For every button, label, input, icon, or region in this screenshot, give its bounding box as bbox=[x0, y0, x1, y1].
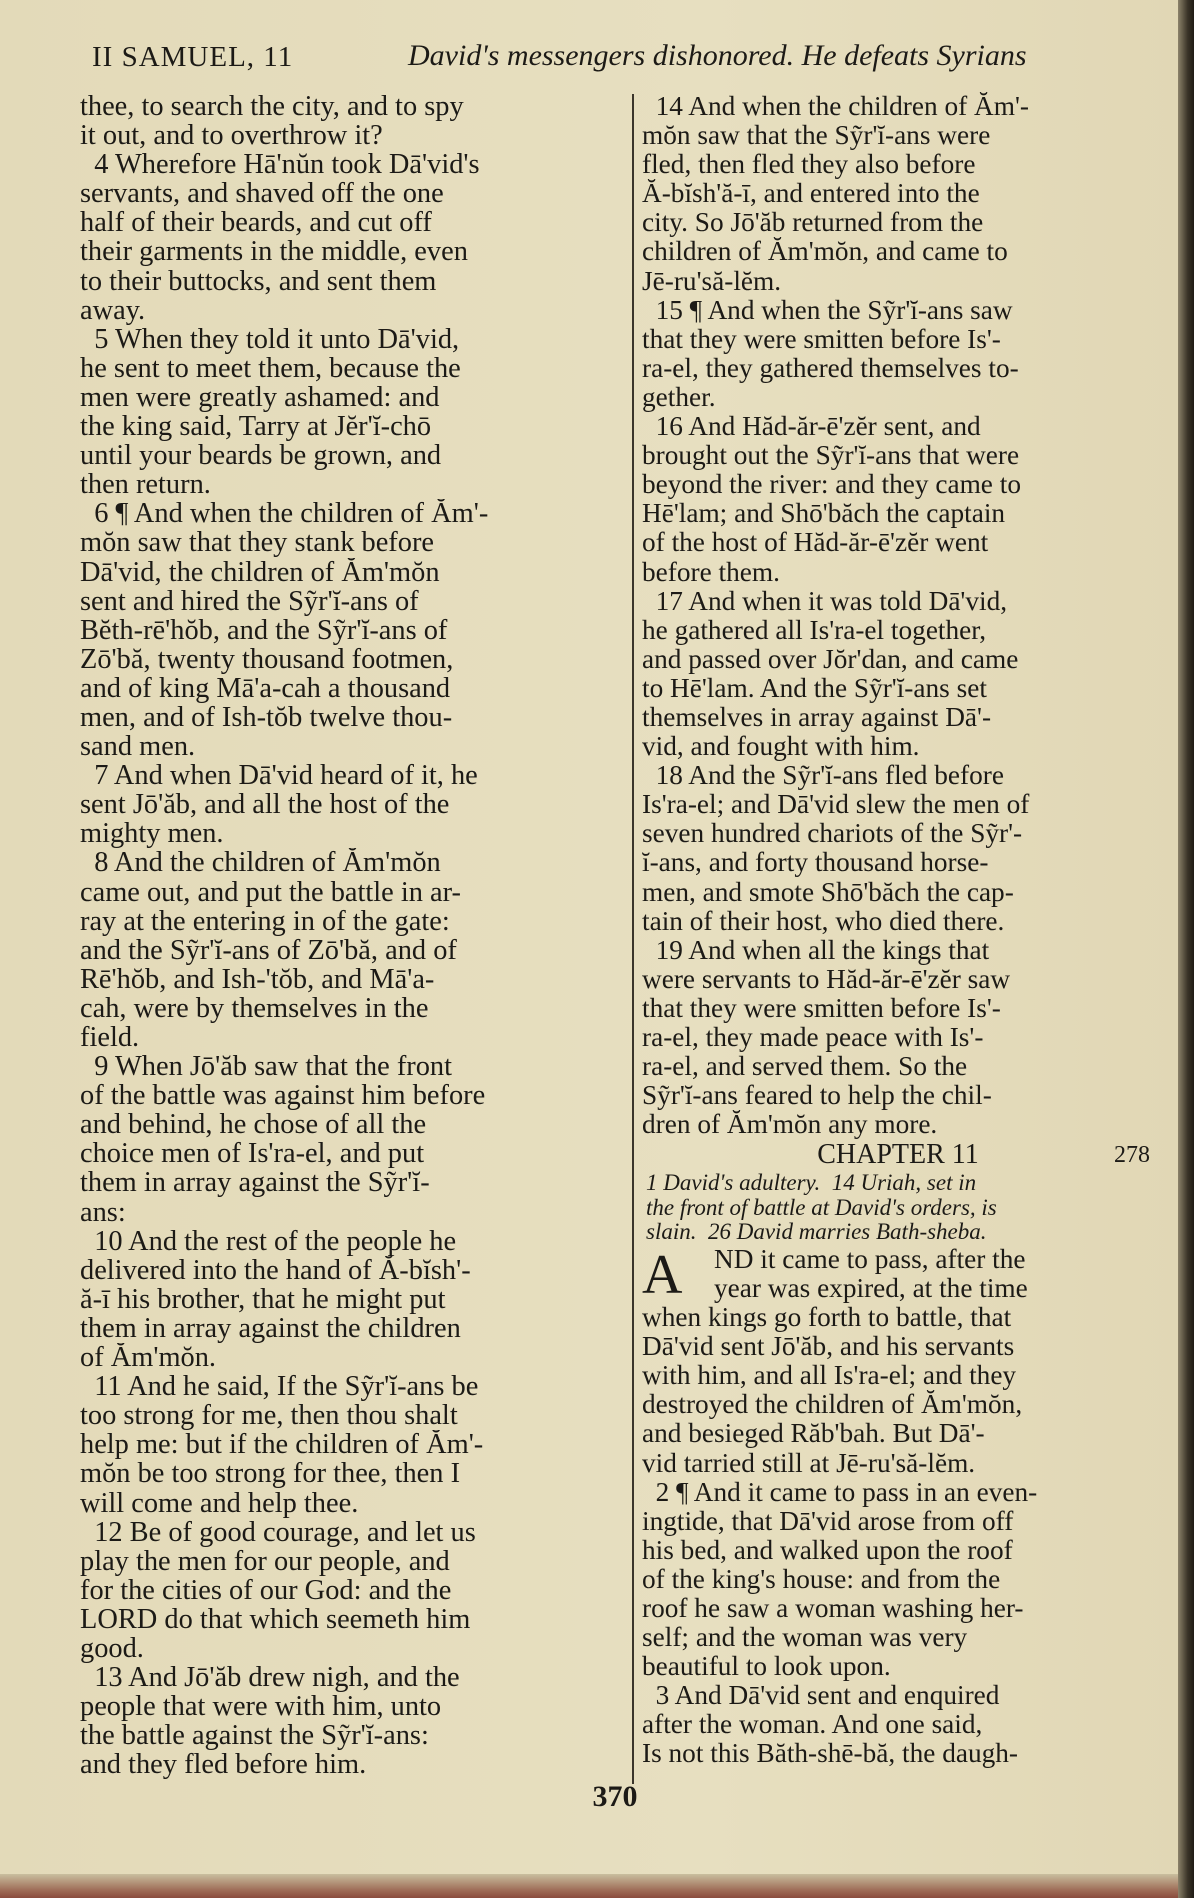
chapter-summary bbox=[642, 1171, 1154, 1245]
text-line: ans: bbox=[80, 1197, 126, 1227]
text-line: it out, and to overthrow it? bbox=[80, 121, 383, 151]
text-line: 12 Be of good courage, and let us bbox=[80, 1517, 476, 1547]
text-line: of the king's house: and from the bbox=[642, 1564, 1001, 1594]
page-bottom-edge bbox=[0, 1874, 1178, 1898]
text-line: gether. bbox=[642, 382, 716, 412]
text-line: to Hē'lam. And the Sỹr'ĭ-ans set bbox=[642, 673, 987, 703]
text-line: dren of Ăm'mŏn any more. bbox=[642, 1110, 938, 1140]
text-line: 3 And Dā'vid sent and enquired bbox=[642, 1681, 1000, 1711]
text-line: mŏn be too strong for thee, then I bbox=[80, 1459, 461, 1489]
book-chapter-heading: II SAMUEL, 11 bbox=[92, 41, 294, 73]
text-line: thee, to search the city, and to spy bbox=[80, 92, 464, 122]
text-line: for the cities of our God: and the bbox=[80, 1575, 452, 1605]
text-line: 2 ¶ And it came to pass in an even- bbox=[642, 1477, 1038, 1507]
text-line: themselves in array against Dā'- bbox=[642, 702, 992, 732]
text-line: Is not this Băth-shē-bă, the daugh- bbox=[642, 1739, 1019, 1769]
text-line: ă-ī his brother, that he might put bbox=[80, 1284, 446, 1314]
text-line: until your beards be grown, and bbox=[80, 441, 442, 471]
page-caption: David's messengers dishonored. He defeats Syrians bbox=[408, 39, 1027, 72]
column-divider bbox=[632, 94, 634, 1784]
text-line: he sent to meet them, because the bbox=[80, 353, 461, 383]
text-line: and of king Mā'a-cah a thousand bbox=[80, 673, 451, 703]
text-line: 17 And when it was told Dā'vid, bbox=[642, 586, 1008, 616]
text-line: that they were smitten before Is'- bbox=[642, 993, 1001, 1023]
text-line: their garments in the middle, even bbox=[80, 237, 468, 267]
text-line: sand men. bbox=[80, 732, 196, 762]
text-line: were servants to Hăd-ăr-ē'zĕr saw bbox=[642, 964, 1011, 994]
text-line: men, and of Ish-tŏb twelve thou- bbox=[80, 702, 453, 733]
text-line: vid tarried still at Jē-ru'să-lĕm. bbox=[642, 1448, 976, 1478]
text-line: of the host of Hăd-ăr-ē'zĕr went bbox=[642, 528, 989, 558]
text-line: city. So Jō'ăb returned from the bbox=[642, 208, 984, 238]
text-line: sent Jō'ăb, and all the host of the bbox=[80, 790, 450, 820]
text-line: then return. bbox=[80, 470, 211, 500]
text-line: men were greatly ashamed: and bbox=[80, 382, 440, 413]
text-line: 15 ¶ And when the Sỹr'ĭ-ans saw bbox=[642, 295, 1013, 325]
text-line: Ă-bĭsh'ă-ī, and entered into the bbox=[642, 179, 980, 209]
text-line: Dā'vid sent Jō'ăb, and his servants bbox=[642, 1332, 1015, 1362]
text-line: ray at the entering in of the gate: bbox=[80, 906, 450, 936]
text-line: Zō'bă, twenty thousand footmen, bbox=[80, 644, 454, 674]
text-line: play the men for our people, and bbox=[80, 1546, 450, 1576]
text-line: ra-el, they made peace with Is'- bbox=[642, 1023, 984, 1052]
text-line: them in array against the children bbox=[80, 1313, 461, 1344]
text-line: 14 And when the children of Ăm'- bbox=[642, 92, 1029, 121]
text-line: and they fled before him. bbox=[80, 1750, 367, 1780]
text-line: fled, then fled they also before bbox=[642, 150, 976, 180]
text-line: will come and help thee. bbox=[80, 1488, 359, 1518]
text-line: ra-el, and served them. So the bbox=[642, 1052, 968, 1082]
text-line: year was expired, at the time bbox=[714, 1273, 1028, 1303]
text-line: LORD do that which seemeth him bbox=[80, 1604, 471, 1634]
chapter-opening bbox=[642, 1243, 1154, 1306]
text-line: help me: but if the children of Ăm'- bbox=[80, 1430, 484, 1460]
text-line: 6 ¶ And when the children of Ăm'- bbox=[80, 499, 489, 529]
chapter-title: CHAPTER 11 bbox=[817, 1139, 979, 1171]
text-line: beyond the river: and they came to bbox=[642, 470, 1021, 500]
text-line: children of Ăm'mŏn, and came to bbox=[642, 237, 1008, 267]
text-line: his bed, and walked upon the roof bbox=[642, 1535, 1013, 1565]
text-line: cah, were by themselves in the bbox=[80, 993, 429, 1023]
text-line: 5 When they told it unto Dā'vid, bbox=[80, 324, 460, 354]
right-column-verses-top bbox=[642, 92, 1154, 1139]
text-line: 7 And when Dā'vid heard of it, he bbox=[80, 761, 478, 791]
text-line: and besieged Răb'bah. But Dā'- bbox=[642, 1419, 985, 1449]
text-line: that they were smitten before Is'- bbox=[642, 324, 1001, 354]
text-line: roof he saw a woman washing her- bbox=[642, 1594, 1024, 1623]
text-line: destroyed the children of Ăm'mŏn, bbox=[642, 1390, 1023, 1420]
text-line: half of their beards, and cut off bbox=[80, 208, 432, 238]
text-line: ra-el, they gathered themselves to- bbox=[642, 353, 1019, 383]
chapter-heading bbox=[642, 1139, 1154, 1171]
text-line: 9 When Jō'ăb saw that the front bbox=[80, 1052, 453, 1082]
text-line: mŏn saw that they stank before bbox=[80, 528, 434, 558]
text-line: self; and the woman was very bbox=[642, 1623, 968, 1653]
text-line: Rē'hŏb, and Ish-'tŏb, and Mā'a- bbox=[80, 964, 435, 994]
text-line: the king said, Tarry at Jĕr'ĭ-chō bbox=[80, 412, 432, 442]
text-line: when kings go forth to battle, that bbox=[642, 1303, 1012, 1333]
text-line: and behind, he chose of all the bbox=[80, 1110, 427, 1140]
text-line: to their buttocks, and sent them bbox=[80, 266, 437, 296]
text-line: 4 Wherefore Hā'nŭn took Dā'vid's bbox=[80, 150, 480, 180]
text-line: and the Sỹr'ĭ-ans of Zō'bă, and of bbox=[80, 935, 457, 965]
text-line: 8 And the children of Ăm'mŏn bbox=[80, 848, 441, 878]
text-line: 16 And Hăd-ăr-ē'zĕr sent, and bbox=[642, 412, 981, 442]
text-line: away. bbox=[80, 295, 146, 325]
text-line: too strong for me, then thou shalt bbox=[80, 1401, 458, 1431]
text-line: Is'ra-el; and Dā'vid slew the men of bbox=[642, 790, 1030, 820]
text-line: people that were with him, unto bbox=[80, 1692, 442, 1722]
text-line: mŏn saw that the Sỹr'ĭ-ans were bbox=[642, 121, 991, 151]
text-line: 18 And the Sỹr'ĭ-ans fled before bbox=[642, 761, 1004, 791]
text-line: Dā'vid, the children of Ăm'mŏn bbox=[80, 557, 440, 587]
text-line: them in array against the Sỹr'ĭ- bbox=[80, 1168, 430, 1198]
text-line: after the woman. And one said, bbox=[642, 1710, 983, 1740]
text-line: brought out the Sỹr'ĭ-ans that were bbox=[642, 441, 1020, 471]
opening-lines bbox=[642, 1243, 1154, 1306]
text-line: good. bbox=[80, 1633, 144, 1664]
text-line: field. bbox=[80, 1023, 140, 1053]
text-line: servants, and shaved off the one bbox=[80, 179, 444, 209]
text-line: of Ăm'mŏn. bbox=[80, 1343, 217, 1373]
text-line: the battle against the Sỹr'ĭ-ans: bbox=[80, 1721, 429, 1751]
chapter-ref-number: 278 bbox=[1114, 1142, 1150, 1169]
text-line: Bĕth-rē'hŏb, and the Sỹr'ĭ-ans of bbox=[80, 615, 448, 645]
right-column bbox=[642, 92, 1154, 1769]
left-column bbox=[80, 92, 628, 1779]
text-line: slain. 26 David marries Bath-sheba. bbox=[646, 1219, 987, 1245]
text-line: sent and hired the Sỹr'ĭ-ans of bbox=[80, 586, 419, 616]
text-line: 13 And Jō'ăb drew nigh, and the bbox=[80, 1663, 460, 1693]
text-line: vid, and fought with him. bbox=[642, 732, 920, 762]
right-column-verses-bottom bbox=[642, 1303, 1154, 1769]
text-line: 10 And the rest of the people he bbox=[80, 1226, 457, 1256]
drop-cap: A bbox=[642, 1243, 683, 1306]
text-line: Jē-ru'să-lĕm. bbox=[642, 266, 782, 296]
book-edge-shadow bbox=[1178, 0, 1194, 1898]
running-header bbox=[92, 32, 1152, 80]
text-line: the front of battle at David's orders, is bbox=[646, 1194, 997, 1220]
text-line: ND it came to pass, after the bbox=[714, 1244, 1026, 1274]
text-line: came out, and put the battle in ar- bbox=[80, 877, 461, 907]
text-line: delivered into the hand of Ă-bĭsh'- bbox=[80, 1255, 471, 1285]
text-line: and passed over Jŏr'dan, and came bbox=[642, 644, 1019, 674]
text-line: Sỹr'ĭ-ans feared to help the chil- bbox=[642, 1081, 992, 1111]
text-line: 11 And he said, If the Sỹr'ĭ-ans be bbox=[80, 1372, 479, 1402]
text-line: he gathered all Is'ra-el together, bbox=[642, 615, 987, 645]
text-line: 1 David's adultery. 14 Uriah, set in bbox=[646, 1170, 977, 1196]
text-line: with him, and all Is'ra-el; and they bbox=[642, 1361, 1017, 1391]
text-line: 19 And when all the kings that bbox=[642, 935, 990, 965]
text-line: beautiful to look upon. bbox=[642, 1652, 891, 1682]
text-line: mighty men. bbox=[80, 819, 224, 849]
text-line: ingtide, that Dā'vid arose from off bbox=[642, 1506, 1014, 1536]
text-line: of the battle was against him before bbox=[80, 1081, 486, 1111]
page-number: 370 bbox=[592, 1780, 638, 1813]
text-line: choice men of Is'ra-el, and put bbox=[80, 1139, 425, 1169]
text-line: Hē'lam; and Shō'băch the captain bbox=[642, 499, 1006, 529]
text-line: ĭ-ans, and forty thousand horse- bbox=[642, 848, 989, 878]
text-line: men, and smote Shō'băch the cap- bbox=[642, 877, 1014, 907]
text-line: before them. bbox=[642, 557, 780, 587]
text-line: seven hundred chariots of the Sỹr'- bbox=[642, 819, 1023, 849]
text-line: tain of their host, who died there. bbox=[642, 906, 1005, 936]
